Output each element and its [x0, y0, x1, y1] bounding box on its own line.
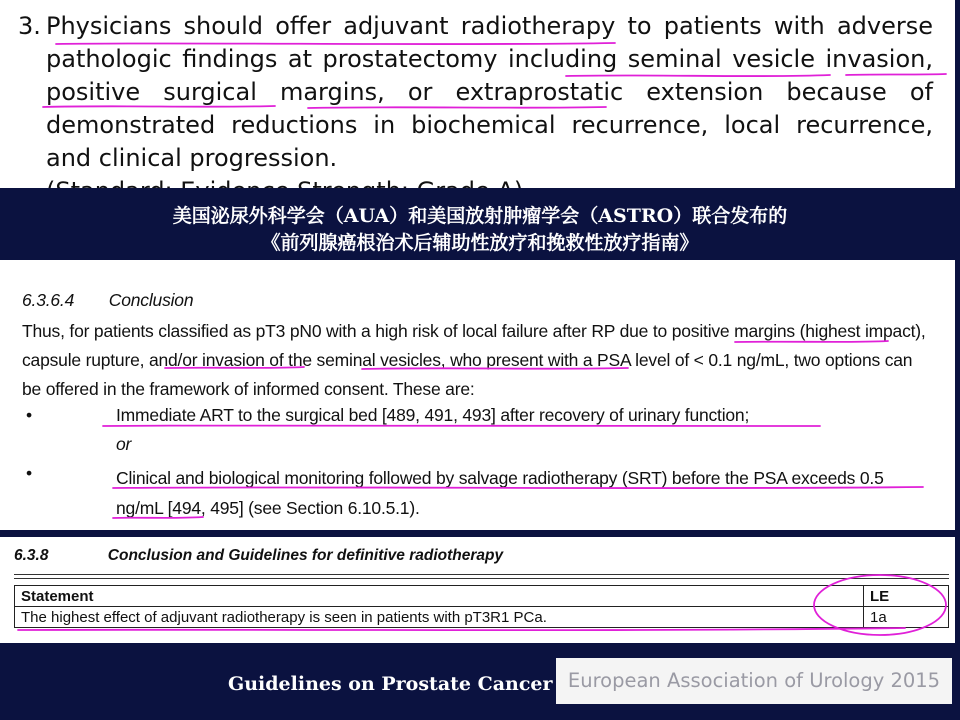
- option-1-text: Immediate ART to the surgical bed [489, 491, 493] after recovery of urinary function;: [116, 405, 750, 425]
- table-header-le: LE: [864, 586, 949, 607]
- table-row: [15, 607, 949, 628]
- divider: [14, 578, 949, 579]
- eau-conclusion-panel: [0, 260, 955, 530]
- footer-organization-logo: European Association of Urology 2015: [556, 658, 952, 704]
- statement-body: Physicians should offer adjuvant radiotherapy to patients with adverse pathologic findings at prostatectomy including seminal vesicle invasion, positive surgical margins, or extraprostatic extension because of demonstrated reductions in biochemical recurrence, local recurrence, and clinical progression.: [46, 12, 933, 172]
- section-number: 6.3.6.4: [22, 290, 75, 310]
- section-title: Conclusion: [108, 290, 194, 310]
- guideline-heading: [14, 547, 503, 565]
- aua-statement-panel: [0, 0, 955, 188]
- banner-line-2: 《前列腺癌根治术后辅助性放疗和挽救性放疗指南》: [261, 232, 699, 254]
- table-header-statement: Statement: [15, 586, 864, 607]
- statement-table: [14, 585, 949, 628]
- table-cell-statement: The highest effect of adjuvant radiotherapy is seen in patients with pT3R1 PCa.: [15, 607, 864, 628]
- statement-number: 3.: [18, 12, 41, 40]
- or-separator: or: [116, 434, 132, 454]
- eau-guideline-panel: [0, 537, 955, 643]
- aua-statement: [18, 10, 933, 208]
- table-header-row: [15, 586, 949, 607]
- bullet-icon: •: [26, 405, 32, 425]
- guideline-section-number: 6.3.8: [14, 547, 49, 564]
- option-2-text: Clinical and biological monitoring followed by salvage radiotherapy (SRT) before the PSA exceeds 0.5 ng/mL [494, 495] (see Section 6.10.5.1).: [116, 468, 884, 518]
- section-heading: [22, 290, 193, 311]
- chinese-title-banner: [0, 188, 960, 260]
- banner-line-1: 美国泌尿外科学会（AUA）和美国放射肿瘤学会（ASTRO）联合发布的: [172, 205, 788, 227]
- bullet-icon: •: [26, 463, 32, 483]
- table-cell-le: 1a: [864, 607, 949, 628]
- conclusion-intro: Thus, for patients classified as pT3 pN0 with a high risk of local failure after RP due to positive margins (highest impact), capsule rupture, and/or invasion of the seminal vesicles, who present with a PSA level of < 0.1 ng/mL, two options can be offered in the framework of informed consent. These are:: [22, 321, 926, 399]
- footer-title: Guidelines on Prostate Cancer: [228, 673, 553, 695]
- divider: [14, 574, 949, 575]
- guideline-title: Conclusion and Guidelines for definitive radiotherapy: [107, 547, 504, 564]
